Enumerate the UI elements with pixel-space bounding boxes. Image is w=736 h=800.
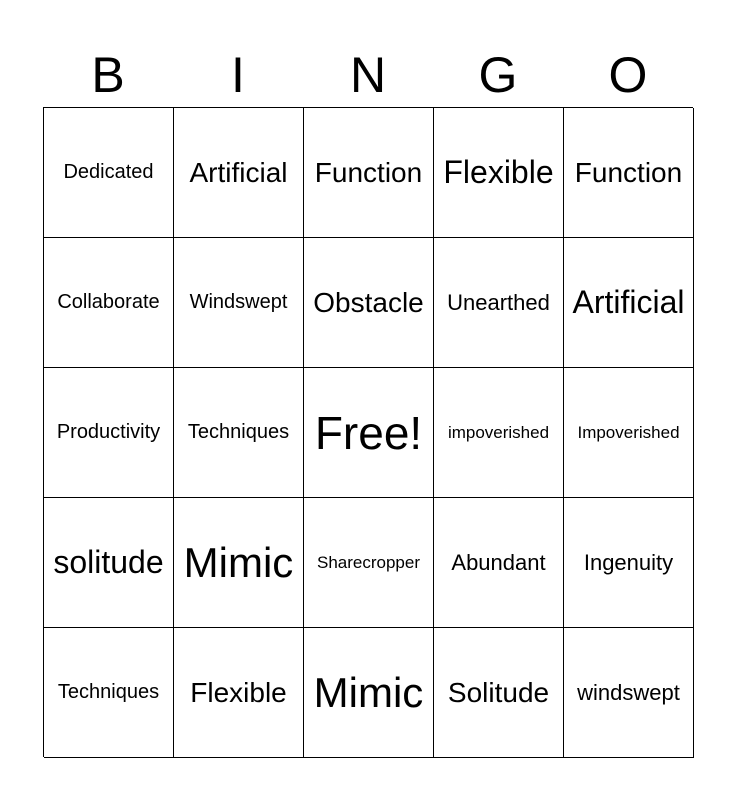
bingo-cell-r1-c3[interactable]: Function [304, 108, 434, 238]
bingo-cell-r4-c3[interactable]: Sharecropper [304, 498, 434, 628]
bingo-cell-r2-c2[interactable]: Windswept [174, 238, 304, 368]
bingo-cell-r1-c5[interactable]: Function [564, 108, 694, 238]
header-letter-b: B [91, 47, 125, 103]
bingo-cell-r3-c2[interactable]: Techniques [174, 368, 304, 498]
header-letter-g: G [478, 47, 518, 103]
bingo-cell-r5-c5[interactable]: windswept [564, 628, 694, 758]
bingo-cell-r5-c1[interactable]: Techniques [44, 628, 174, 758]
bingo-cell-r3-c5[interactable]: Impoverished [564, 368, 694, 498]
header-letter-n: N [349, 47, 387, 103]
bingo-cell-r1-c1[interactable]: Dedicated [44, 108, 174, 238]
bingo-cell-r2-c5[interactable]: Artificial [564, 238, 694, 368]
bingo-cell-r5-c4[interactable]: Solitude [434, 628, 564, 758]
bingo-cell-r4-c5[interactable]: Ingenuity [564, 498, 694, 628]
bingo-cell-r4-c1[interactable]: solitude [44, 498, 174, 628]
bingo-cell-r5-c3[interactable]: Mimic [304, 628, 434, 758]
bingo-cell-r1-c2[interactable]: Artificial [174, 108, 304, 238]
bingo-cell-r3-c1[interactable]: Productivity [44, 368, 174, 498]
bingo-cell-free-space[interactable]: Free! [304, 368, 434, 498]
bingo-cell-r5-c2[interactable]: Flexible [174, 628, 304, 758]
bingo-header [43, 44, 693, 106]
bingo-cell-r2-c3[interactable]: Obstacle [304, 238, 434, 368]
bingo-cell-r3-c4[interactable]: impoverished [434, 368, 564, 498]
bingo-cell-r4-c4[interactable]: Abundant [434, 498, 564, 628]
bingo-cell-r2-c4[interactable]: Unearthed [434, 238, 564, 368]
header-letter-o: O [608, 47, 648, 103]
bingo-board [43, 107, 693, 757]
bingo-cell-r1-c4[interactable]: Flexible [434, 108, 564, 238]
bingo-cell-r4-c2[interactable]: Mimic [174, 498, 304, 628]
bingo-cell-r2-c1[interactable]: Collaborate [44, 238, 174, 368]
header-letter-i: I [231, 47, 245, 103]
